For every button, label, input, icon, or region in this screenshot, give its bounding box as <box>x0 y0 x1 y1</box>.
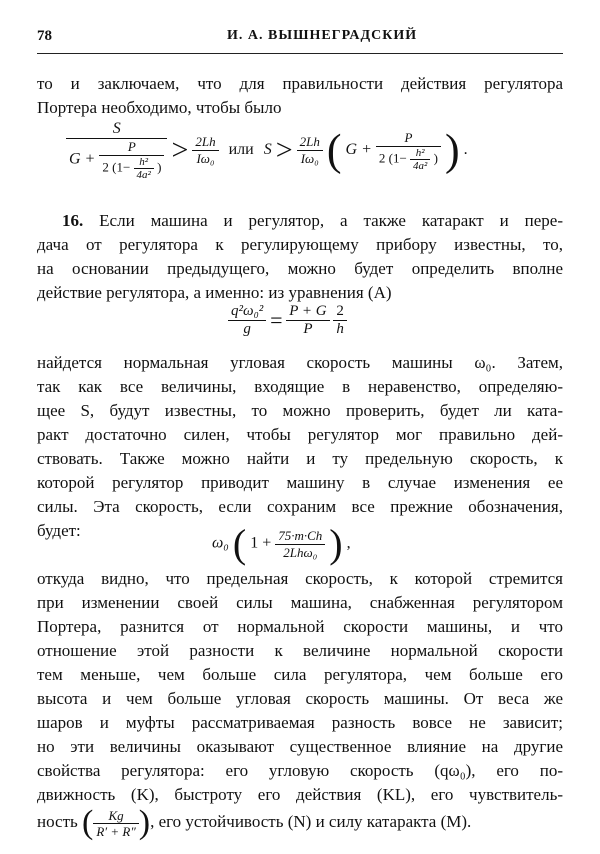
eq-b-open: ( <box>232 521 247 566</box>
text-line: движность (K), быстроту его действия (KL), его чувствитель- <box>37 785 563 804</box>
rhs2-denominator: Iω₀ <box>300 151 319 166</box>
text-line: отношение этой разности к величине нормальной скорости <box>37 641 563 660</box>
lhs-inner-h-fraction <box>134 156 154 181</box>
text-line: то и заключаем, что для правильности действия регулятора <box>37 74 563 93</box>
lhs-inner-denominator <box>99 156 164 181</box>
text-line: но эти величины оказывают существенное влияние на другие <box>37 737 563 756</box>
eq-b-num: 75·m·Ch <box>275 528 325 545</box>
eq-a-rhs-den: h <box>336 321 344 337</box>
running-title: И. А. ВЫШНЕГРАДСКИЙ <box>227 28 418 43</box>
text-line: тем меньше, чем больше сила регулятора, чем больше его <box>37 665 563 684</box>
big-open-paren: ( <box>326 125 342 175</box>
text-line: шаров и муфты рассматриваемая разность вовсе не зависит; <box>37 713 563 732</box>
last-line-start: ность <box>37 812 78 831</box>
text-line <box>62 210 563 232</box>
rhs1-numerator: 2Lh <box>192 134 218 151</box>
lhs-inner-close: ) <box>157 159 162 175</box>
inequality <box>66 120 468 181</box>
text-line: откуда видно, что предельная скорость, к которой стремится <box>37 569 563 588</box>
last-close-paren: ) <box>138 804 151 842</box>
text-line-last <box>37 802 563 842</box>
text-line: действие регулятора, а именно: из уравнения (А) <box>37 283 392 302</box>
text-line: на основании предыдущего, можно будет определить вполне <box>37 259 563 278</box>
eq-a-lhs-den: g <box>243 321 251 337</box>
rhs-inner-denominator <box>376 147 441 172</box>
equation-a <box>228 303 347 338</box>
last-open-paren: ( <box>82 804 94 842</box>
text-line: так как все величины, входящие в неравенство, определяю- <box>37 377 563 396</box>
page-number: 78 <box>37 28 52 44</box>
eq-a-mid-num: P + G <box>286 303 329 321</box>
rhs-inner-close: ) <box>433 149 438 165</box>
text-line: найдется нормальная угловая скорость машины ω₀. Затем, <box>37 353 563 372</box>
last-line-end: , его устойчивость (N) и силу катаракта (M). <box>150 812 472 831</box>
text-line: ствовать. Также можно найти и ту предельную скорость, к <box>37 449 563 468</box>
section-number: 16. <box>62 211 84 230</box>
lhs-inner-h: h² <box>134 156 154 169</box>
rhs-inner-numerator: P <box>376 130 441 147</box>
s-symbol: S <box>263 141 272 159</box>
lhs-denominator <box>66 139 167 181</box>
text-line: будет: <box>37 521 81 540</box>
last-fraction-num: Kg <box>93 808 138 824</box>
text-line: ракт достаточно силен, чтобы регулятор мог правильно дей- <box>37 425 563 444</box>
eq-b-comma: , <box>346 534 351 552</box>
text-line: свойства регулятора: его угловую скорость (qω₀), его по- <box>37 761 563 780</box>
rhs-inner-h: h² <box>410 147 430 160</box>
rhs2-fraction <box>297 134 323 167</box>
text-line: силы. Эта скорость, если сохраним все прежние обозначения, <box>37 497 563 516</box>
text-line: Портера, разнится от нормальной скорости машины, и что <box>37 617 563 636</box>
lhs-den-g: G + <box>69 150 96 168</box>
text-line: высота и чем больше угловая скорость машины. От веса же <box>37 689 563 708</box>
big-close-paren: ) <box>444 125 460 175</box>
rhs-inner-4a: 4a² <box>413 159 428 172</box>
eq-b-one-plus: 1 + <box>250 534 272 552</box>
equation-b <box>212 521 351 566</box>
text-line: щее S, будут известны, то можно проверить, будет ли ката- <box>37 401 563 420</box>
eq-a-rhs <box>333 303 347 338</box>
g-plus: G + <box>345 141 372 159</box>
eq-a-lhs <box>228 303 266 338</box>
eq-a-mid-den: P <box>303 321 313 337</box>
rhs-inner-fraction <box>376 130 441 172</box>
lhs-inner-numerator: P <box>99 139 164 156</box>
rhs-inner-two: 2 <box>378 149 386 165</box>
lhs-fraction <box>66 120 167 181</box>
lhs-inner-4a: 4a² <box>136 169 151 181</box>
gt-symbol-2: > <box>275 133 293 167</box>
lhs-inner-two: 2 <box>102 159 109 175</box>
rhs1-denominator: Iω₀ <box>196 151 215 166</box>
rhs-inner-h-fraction <box>410 147 430 172</box>
period: . <box>463 141 468 159</box>
lhs-numerator: S <box>66 120 167 139</box>
text-line: Портера необходимо, чтобы было <box>37 98 282 117</box>
lhs-inner-fraction <box>99 139 164 181</box>
eq-a-equals: = <box>270 307 283 333</box>
eq-b-fraction <box>275 528 325 561</box>
text-line: которой регулятор приводит машину в случае изменения ее <box>37 473 563 492</box>
eq-a-mid <box>286 303 329 338</box>
eq-b-omega: ω₀ <box>212 534 229 552</box>
rhs1-fraction <box>192 134 218 167</box>
last-fraction <box>93 808 138 839</box>
word-ili: или <box>228 141 254 159</box>
section-line-1: Если машина и регулятор, а также катаракт и пере- <box>99 211 563 230</box>
lhs-inner-open: (1− <box>112 159 131 175</box>
text-line: дача от регулятора к регулирующему прибору известны, то, <box>37 235 563 254</box>
rhs2-numerator: 2Lh <box>297 134 323 151</box>
text-line: при изменении своей силы машина, снабженная регулятором <box>37 593 563 612</box>
page-header <box>37 28 564 50</box>
eq-b-den: 2Lhω₀ <box>283 544 318 560</box>
gt-symbol: > <box>171 133 189 167</box>
eq-a-rhs-num: 2 <box>333 303 347 321</box>
last-fraction-den: R′ + R″ <box>96 823 136 839</box>
eq-b-close: ) <box>329 521 343 566</box>
header-rule <box>37 53 563 54</box>
eq-a-lhs-num: q²ω₀² <box>228 303 266 321</box>
rhs-inner-open: (1− <box>388 149 407 165</box>
